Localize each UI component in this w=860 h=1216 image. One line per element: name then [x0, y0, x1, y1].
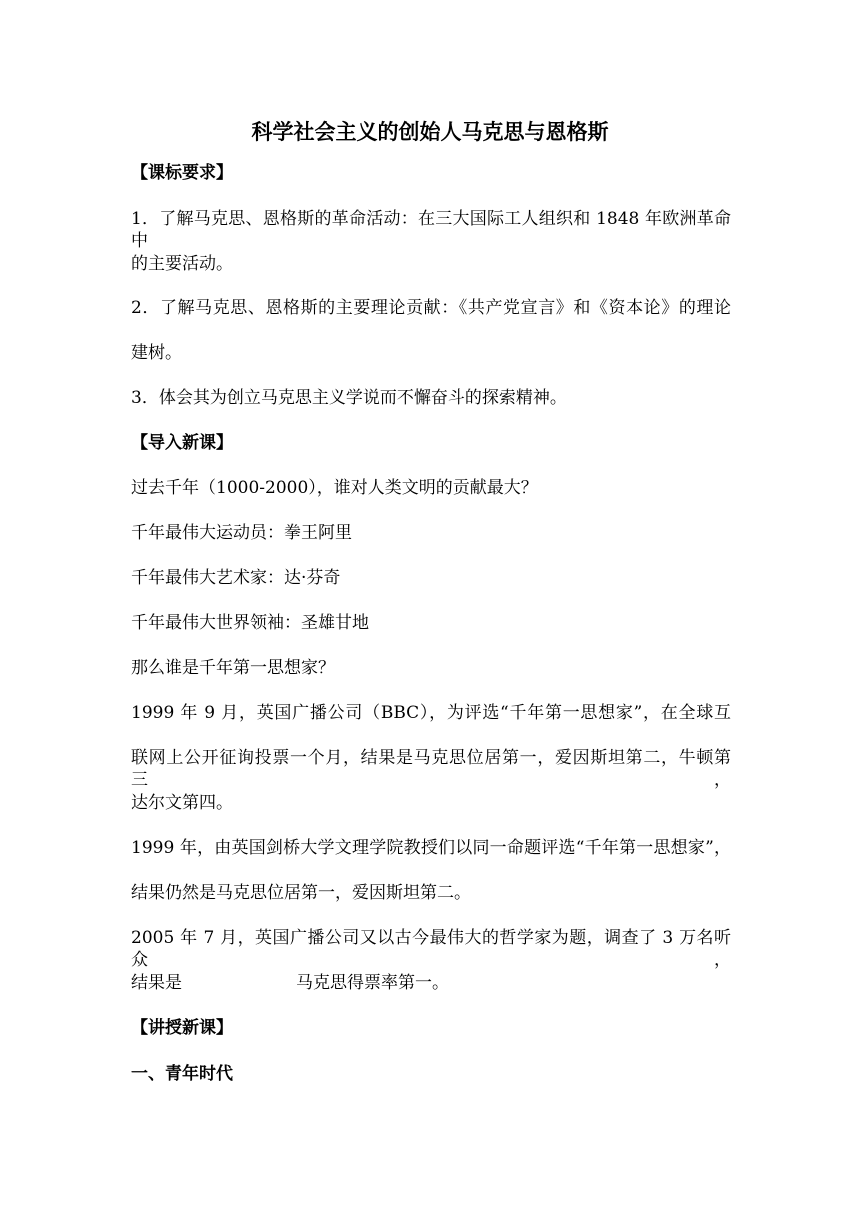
paragraph-standards-1-line-1: 1．了解马克思、恩格斯的革命活动：在三大国际工人组织和 1848 年欧洲革命中: [131, 209, 731, 251]
paragraph-standards-2-line-1: 2．了解马克思、恩格斯的主要理论贡献：《共产党宣言》和《资本论》的理论: [131, 298, 731, 318]
paragraph-bbc-2005-suffix: 马克思得票率第一。: [296, 973, 449, 993]
section-heading-intro: 【导入新课】: [131, 433, 233, 453]
section-heading-youth: 一、青年时代: [131, 1064, 233, 1084]
section-heading-lecture: 【讲授新课】: [131, 1018, 233, 1038]
paragraph-standards-1-line-2: 的主要活动。: [131, 254, 233, 274]
paragraph-bbc-2005-line-2: [131, 972, 731, 994]
paragraph-bbc-2005-line-1: 2005 年 7 月，英国广播公司又以古今最伟大的哲学家为题，调查了 3 万名听众，: [131, 928, 731, 970]
paragraph-bbc-2005-prefix: 结果是: [131, 973, 182, 993]
paragraph-artist: 千年最伟大艺术家：达·芬奇: [131, 568, 341, 588]
paragraph-leader: 千年最伟大世界领袖：圣雄甘地: [131, 613, 369, 633]
paragraph-bbc-1999-line-3: 达尔文第四。: [131, 793, 233, 813]
paragraph-thinker-question: 那么谁是千年第一思想家？: [131, 658, 335, 678]
paragraph-bbc-1999-line-2: 联网上公开征询投票一个月，结果是马克思位居第一，爱因斯坦第二，牛顿第三，: [131, 748, 731, 790]
paragraph-bbc-1999-line-1: 1999 年 9 月，英国广播公司（BBC），为评选“千年第一思想家”，在全球互: [131, 703, 731, 723]
section-heading-standards: 【课标要求】: [131, 163, 233, 183]
paragraph-cambridge-line-1: 1999 年，由英国剑桥大学文理学院教授们以同一命题评选“千年第一思想家”，: [131, 838, 731, 858]
paragraph-standards-2-line-2: 建树。: [131, 343, 182, 363]
document-title: 科学社会主义的创始人马克思与恩格斯: [251, 120, 609, 144]
paragraph-athlete: 千年最伟大运动员：拳王阿里: [131, 523, 352, 543]
paragraph-intro-question: 过去千年（1000-2000），谁对人类文明的贡献最大？: [131, 478, 538, 498]
paragraph-standards-3: 3．体会其为创立马克思主义学说而不懈奋斗的探索精神。: [131, 388, 567, 408]
paragraph-cambridge-line-2: 结果仍然是马克思位居第一，爱因斯坦第二。: [131, 883, 471, 903]
